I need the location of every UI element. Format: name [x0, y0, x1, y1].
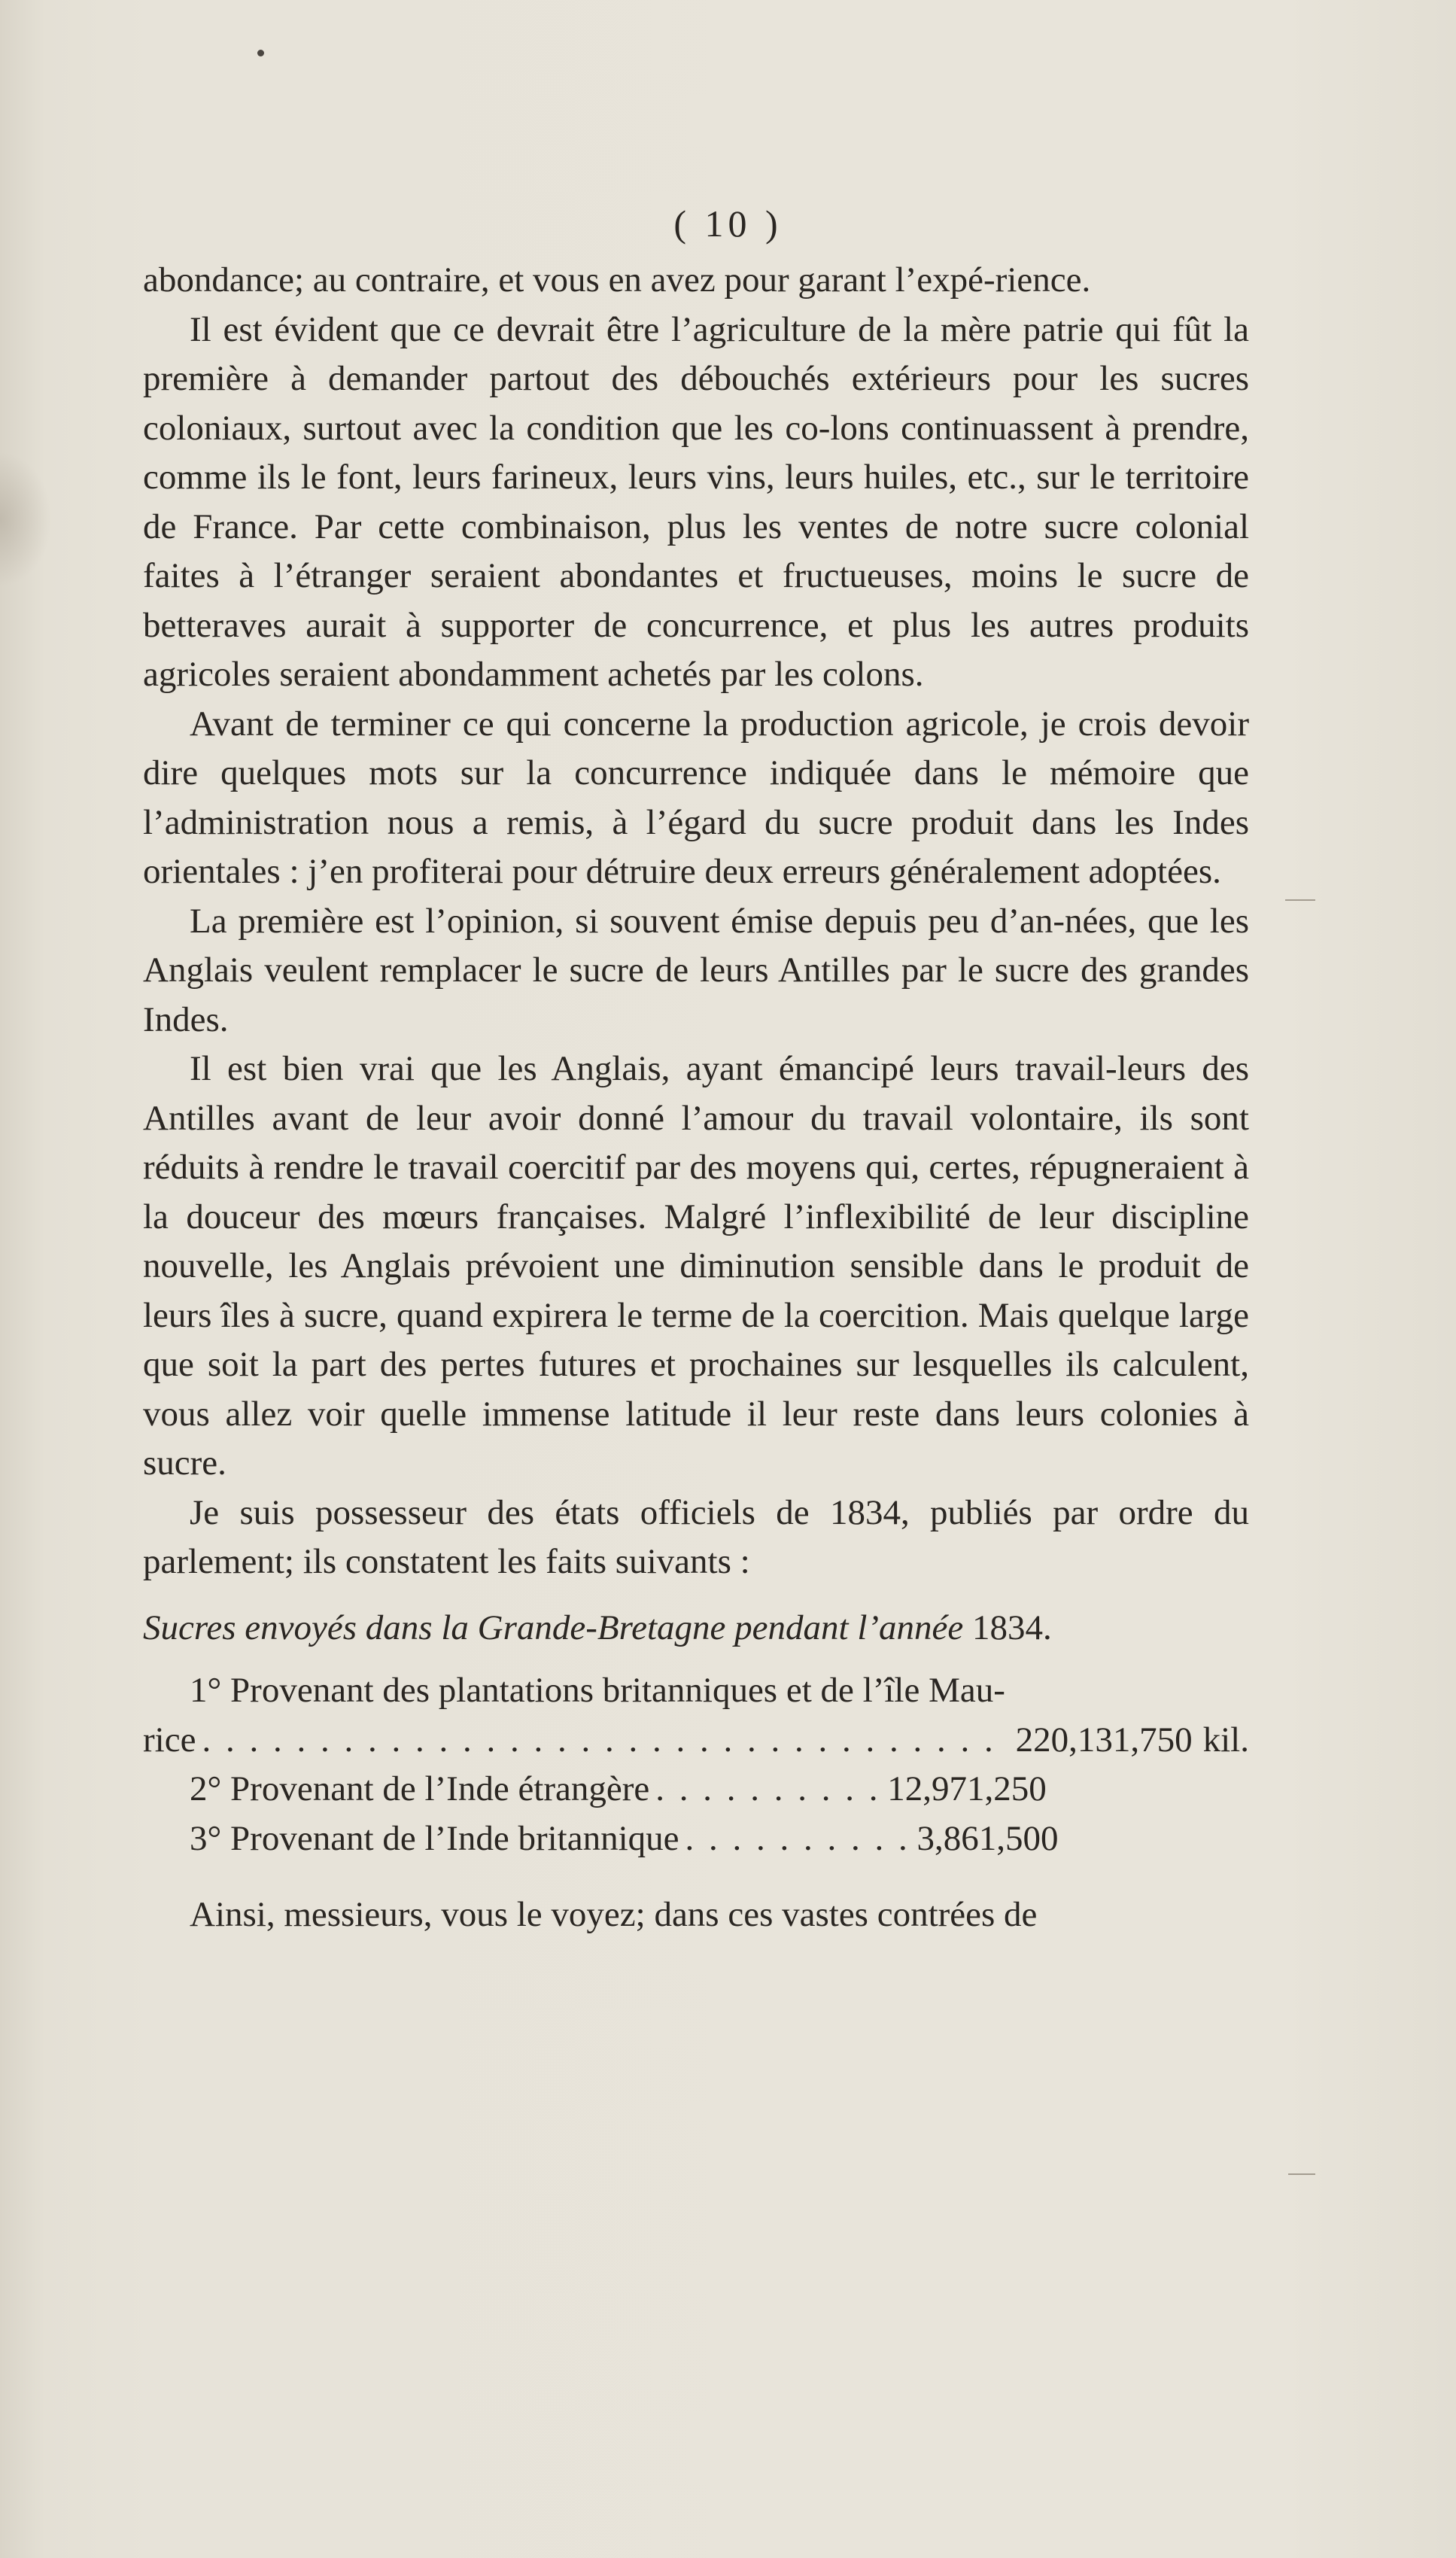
- page-number: ( 10 ): [673, 202, 783, 245]
- list-item-label: 3° Provenant de l’Inde britannique: [190, 1818, 679, 1858]
- body-text: [143, 256, 1249, 1940]
- list-item: [143, 1765, 1249, 1814]
- margin-mark: [1285, 899, 1315, 901]
- ink-speck: [257, 50, 264, 56]
- list-item-value: 3,861,500: [916, 1818, 1059, 1858]
- table-heading: [143, 1604, 1249, 1653]
- paragraph: abondance; au contraire, et vous en avez pour garant l’expé-rience.: [143, 260, 1091, 300]
- list-item-value: 220,131,750: [1015, 1720, 1193, 1760]
- paper-stain: [0, 452, 53, 587]
- paragraph: Avant de terminer ce qui concerne la production agricole, je crois devoir dire quelques mots sur la concurrence indiquée dans le mémoire que l’administration nous a remis, à l’égard du sucre produit dans les Indes orientales : j’en profiterai pour détruire deux erreurs généralement adoptées.: [143, 704, 1249, 891]
- list-item-label: 2° Provenant de l’Inde étrangère: [190, 1769, 650, 1808]
- margin-mark: [1288, 2173, 1315, 2175]
- sugar-list: [143, 1666, 1249, 1863]
- table-heading-text: Sucres envoyés dans la Grande-Bretagne pendant l’année: [143, 1607, 964, 1647]
- table-year: 1834.: [972, 1607, 1052, 1647]
- list-item-label-cont: rice: [143, 1720, 196, 1760]
- paragraph: Il est évident que ce devrait être l’agriculture de la mère patrie qui fût la première à demander partout des débouchés extérieurs pour les sucres coloniaux, surtout avec la condition que les co-lons continuassent à prendre, comme ils le font, leurs farineux, leurs vins, leurs huiles, etc., sur le territoire de France. Par cette combinaison, plus les ventes de notre sucre colonial faites à l’étranger seraient abondantes et fructueuses, moins le sucre de betteraves aurait à supporter de concurrence, et plus les autres produits agricoles seraient abondamment achetés par les colons.: [143, 309, 1249, 694]
- paragraph: Il est bien vrai que les Anglais, ayant émancipé leurs travail-leurs des Antilles avant de leur avoir donné l’amour du travail volontaire, ils sont réduits à rendre le travail coercitif par des moyens qui, certes, répugneraient à la douceur des mœurs françaises. Malgré l’inflexibilité de leur discipline nouvelle, les Anglais prévoient une diminution sensible dans le produit de leurs îles à sucre, quand expirera le terme de la coercition. Mais quelque large que soit la part des pertes futures et prochaines sur lesquelles ils calculent, vous allez voir quelle immense latitude il leur reste dans leurs colonies à sucre.: [143, 1049, 1249, 1483]
- list-item: [143, 1716, 1249, 1766]
- list-item: [143, 1814, 1249, 1864]
- leader-dots: [685, 1814, 911, 1864]
- paragraph: Je suis possesseur des états officiels de 1834, publiés par ordre du parlement; ils constatent les faits suivants :: [143, 1492, 1249, 1581]
- list-item-label: 1° Provenant des plantations britanniques et de l’île Mau-: [190, 1671, 1005, 1710]
- paragraph: Ainsi, messieurs, vous le voyez; dans ces vastes contrées de: [190, 1895, 1038, 1934]
- list-item-unit: kil.: [1202, 1720, 1249, 1760]
- paragraph: La première est l’opinion, si souvent émise depuis peu d’an-nées, que les Anglais veulent remplacer le sucre de leurs Antilles par le sucre des grandes Indes.: [143, 901, 1249, 1039]
- list-item-value: 12,971,250: [887, 1769, 1047, 1808]
- leader-dots: [202, 1716, 1009, 1766]
- leader-dots: [655, 1765, 881, 1814]
